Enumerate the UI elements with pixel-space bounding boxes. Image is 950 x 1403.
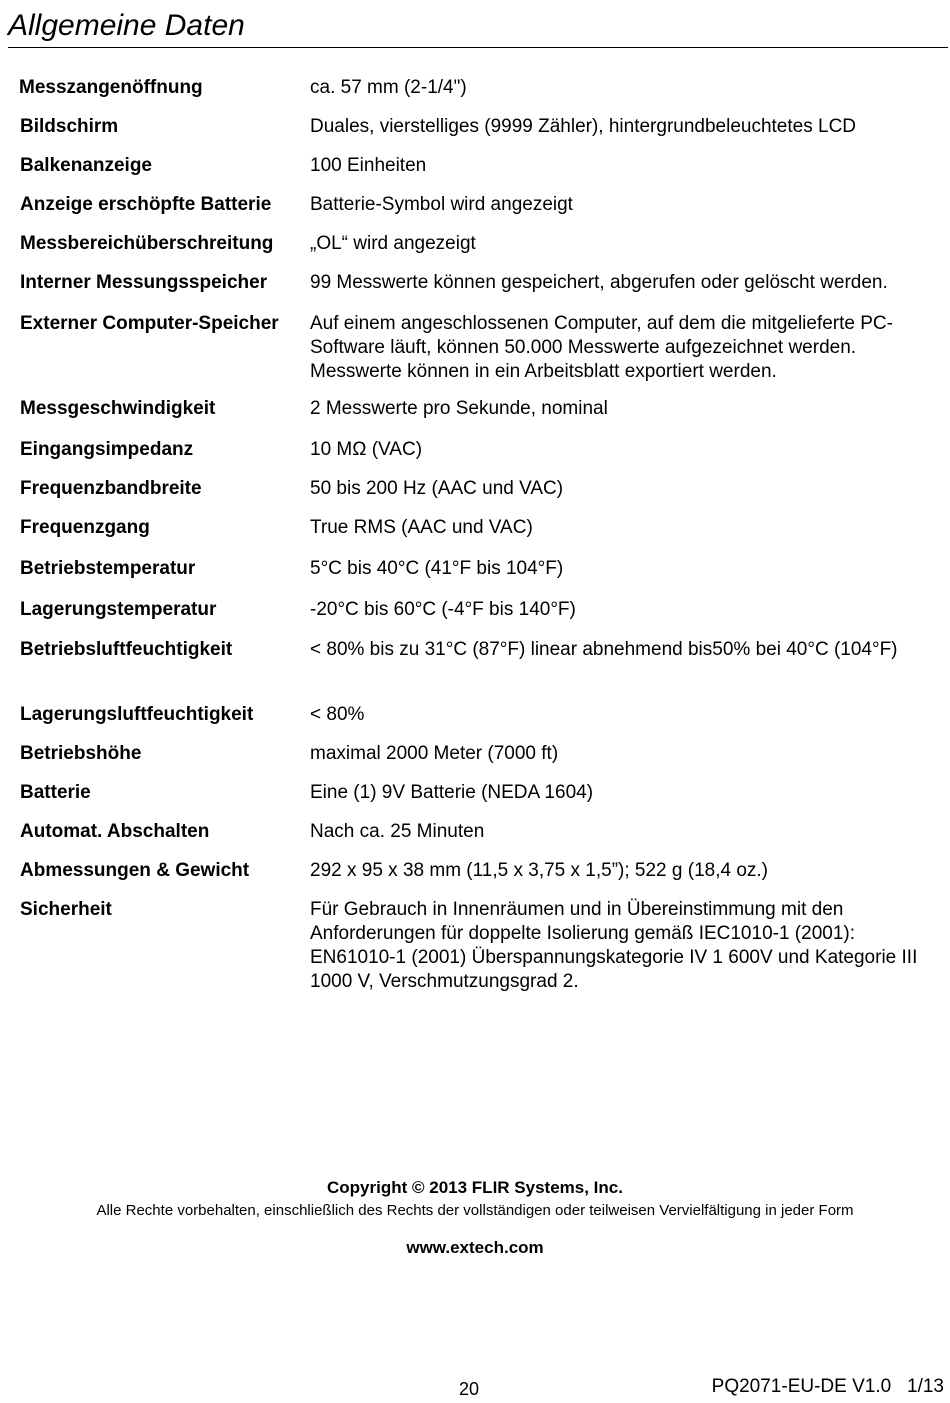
spec-label: Batterie [20,782,91,803]
footer-rights: Alle Rechte vorbehalten, einschließlich des Rechts der vollständigen oder teilweisen Vervielfältigung in jeder Form [96,1202,854,1219]
spec-value: 2 Messwerte pro Sekunde, nominal [310,398,608,419]
spec-value: maximal 2000 Meter (7000 ft) [310,743,559,764]
spec-label: Messgeschwindigkeit [20,398,216,419]
spec-value: 100 Einheiten [310,155,427,176]
spec-value: ca. 57 mm (2-1/4") [310,77,467,98]
spec-label: Frequenzbandbreite [20,478,202,499]
spec-value: Eine (1) 9V Batterie (NEDA 1604) [310,782,594,803]
spec-label: Messbereichüberschreitung [20,233,274,254]
spec-value: Für Gebrauch in Innenräumen und in Übereinstimmung mit den Anforderungen für doppelte Isolierung gemäß IEC1010-1 (2001): EN61010-1 (2001) Überspannungskategorie IV 1 600V und Kategorie III 1000 V, Verschmutzungsgrad 2. [310,899,918,992]
spec-label: Betriebshöhe [20,743,142,764]
spec-label: Interner Messungsspeicher [20,272,268,293]
spec-label: Lagerungstemperatur [20,599,217,620]
spec-value: 50 bis 200 Hz (AAC und VAC) [310,478,564,499]
spec-label: Anzeige erschöpfte Batterie [20,194,272,215]
footer-website: www.extech.com [406,1238,544,1257]
spec-value: 292 x 95 x 38 mm (11,5 x 3,75 x 1,5”); 522 g (18,4 oz.) [310,860,768,881]
spec-value: Batterie-Symbol wird angezeigt [310,194,573,215]
spec-label: Automat. Abschalten [20,821,210,842]
spec-value: < 80% bis zu 31°C (87°F) linear abnehmend bis50% bei 40°C (104°F) [310,639,898,660]
spec-label: Sicherheit [20,899,112,920]
spec-value: „OL“ wird angezeigt [310,233,476,254]
spec-label: Externer Computer-Speicher [20,313,279,334]
footer-copyright: Copyright © 2013 FLIR Systems, Inc. [327,1178,623,1197]
spec-label: Messzangenöffnung [19,77,203,98]
spec-value: 5°C bis 40°C (41°F bis 104°F) [310,558,564,579]
page-title: Allgemeine Daten [8,8,948,48]
spec-label: Eingangsimpedanz [20,439,194,460]
spec-label: Balkenanzeige [20,155,152,176]
spec-value: 99 Messwerte können gespeichert, abgerufen oder gelöscht werden. [310,272,888,293]
spec-label: Frequenzgang [20,517,150,538]
spec-value: < 80% [310,704,365,725]
spec-label: Betriebstemperatur [20,558,196,579]
document-id: PQ2071-EU-DE V1.0 1/13 [711,1376,944,1397]
spec-label: Abmessungen & Gewicht [20,860,250,881]
spec-value: -20°C bis 60°C (-4°F bis 140°F) [310,599,576,620]
spec-value: Duales, vierstelliges (9999 Zähler), hintergrundbeleuchtetes LCD [310,116,857,137]
spec-value: Auf einem angeschlossenen Computer, auf dem die mitgelieferte PC-Software läuft, können 50.000 Messwerte aufgezeichnet werden. Messwerte können in ein Arbeitsblatt exportiert werden. [310,313,893,382]
spec-value: Nach ca. 25 Minuten [310,821,485,842]
spec-label: Betriebsluftfeuchtigkeit [20,639,233,660]
spec-value: True RMS (AAC und VAC) [310,517,533,538]
spec-label: Bildschirm [20,116,119,137]
page-number: 20 [459,1379,480,1399]
spec-value: 10 MΩ (VAC) [310,439,423,460]
spec-label: Lagerungsluftfeuchtigkeit [20,704,254,725]
